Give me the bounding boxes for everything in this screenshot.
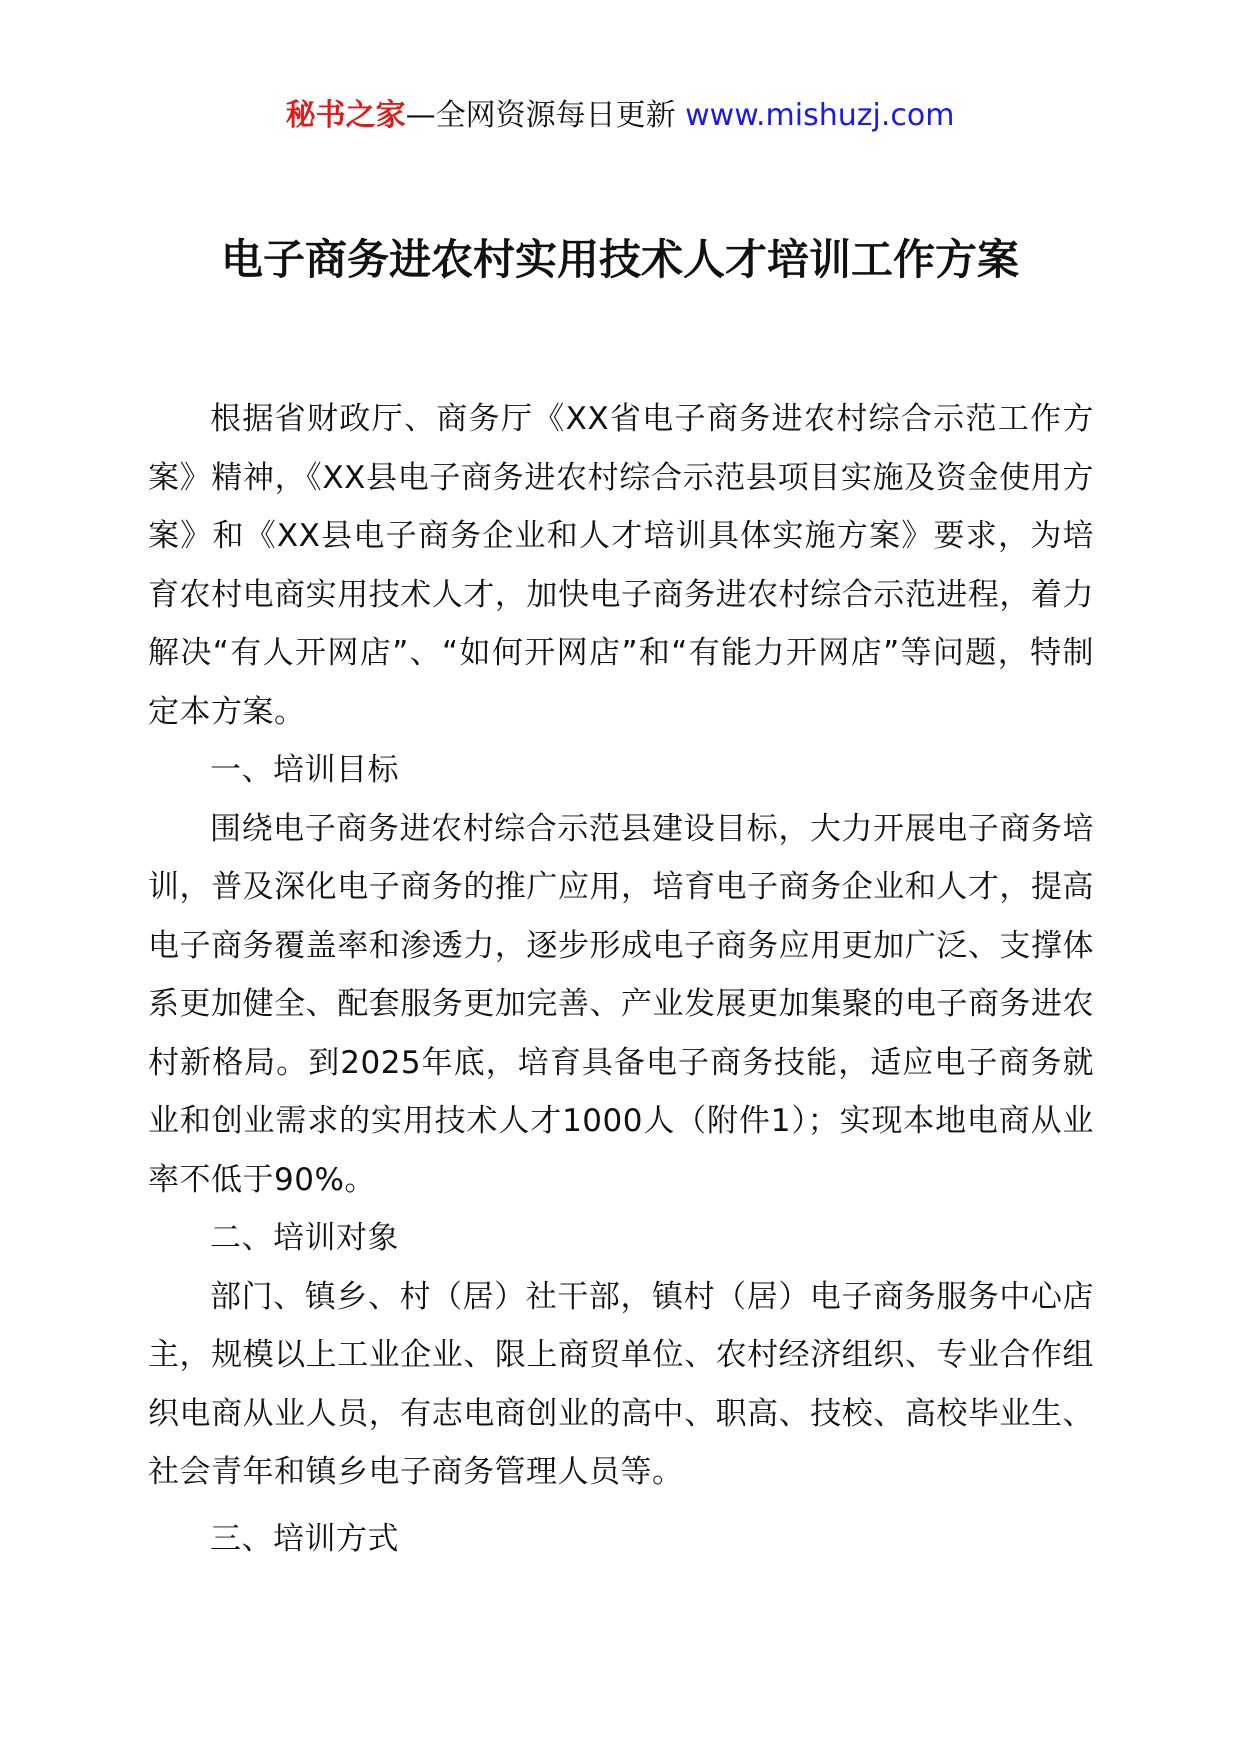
section-body-goals: 围绕电子商务进农村综合示范县建设目标，大力开展电子商务培训，普及深化电子商务的推广应用，培育电子商务企业和人才，提高电子商务覆盖率和渗透力，逐步形成电子商务应用更加广泛、支撑体系更加健全、配套服务更加完善、产业发展更加集聚的电子商务进农村新格局。到2025年底，培育具备电子商务技能，适应电子商务就业和创业需求的实用技术人才1000人（附件1）；实现本地电商从业率不低于90%。 (148, 810, 1094, 1198)
intro-paragraph: 根据省财政厅、商务厅《XX省电子商务进农村综合示范工作方案》精神，《XX县电子商务进农村综合示范县项目实施及资金使用方案》和《XX县电子商务企业和人才培训具体实施方案》要求，为培育农村电商实用技术人才，加快电子商务进农村综合示范进程，着力解决“有人开网店”、“如何开网店”和“有能力开网店”等问题，特制定本方案。 (148, 401, 1094, 730)
banner-site-link[interactable]: www.mishuzj.com (685, 98, 955, 133)
section-body-targets: 部门、镇乡、村（居）社干部，镇村（居）电子商务服务中心店主，规模以上工业企业、限上商贸单位、农村经济组织、专业合作组织电商从业人员，有志电商创业的高中、职高、技校、高校毕业生、社会青年和镇乡电子商务管理人员等。 (148, 1278, 1094, 1490)
section-heading-targets: 二、培训对象 (210, 1220, 399, 1256)
section-heading-goals: 一、培训目标 (210, 752, 399, 788)
site-banner (0, 96, 1240, 136)
document-body (148, 390, 1094, 1568)
document-title: 电子商务进农村实用技术人才培训工作方案 (220, 235, 1019, 284)
section-heading-methods: 三、培训方式 (210, 1520, 399, 1557)
banner-tagline: —全网资源每日更新 (405, 98, 676, 133)
banner-brand: 秘书之家 (285, 98, 406, 133)
